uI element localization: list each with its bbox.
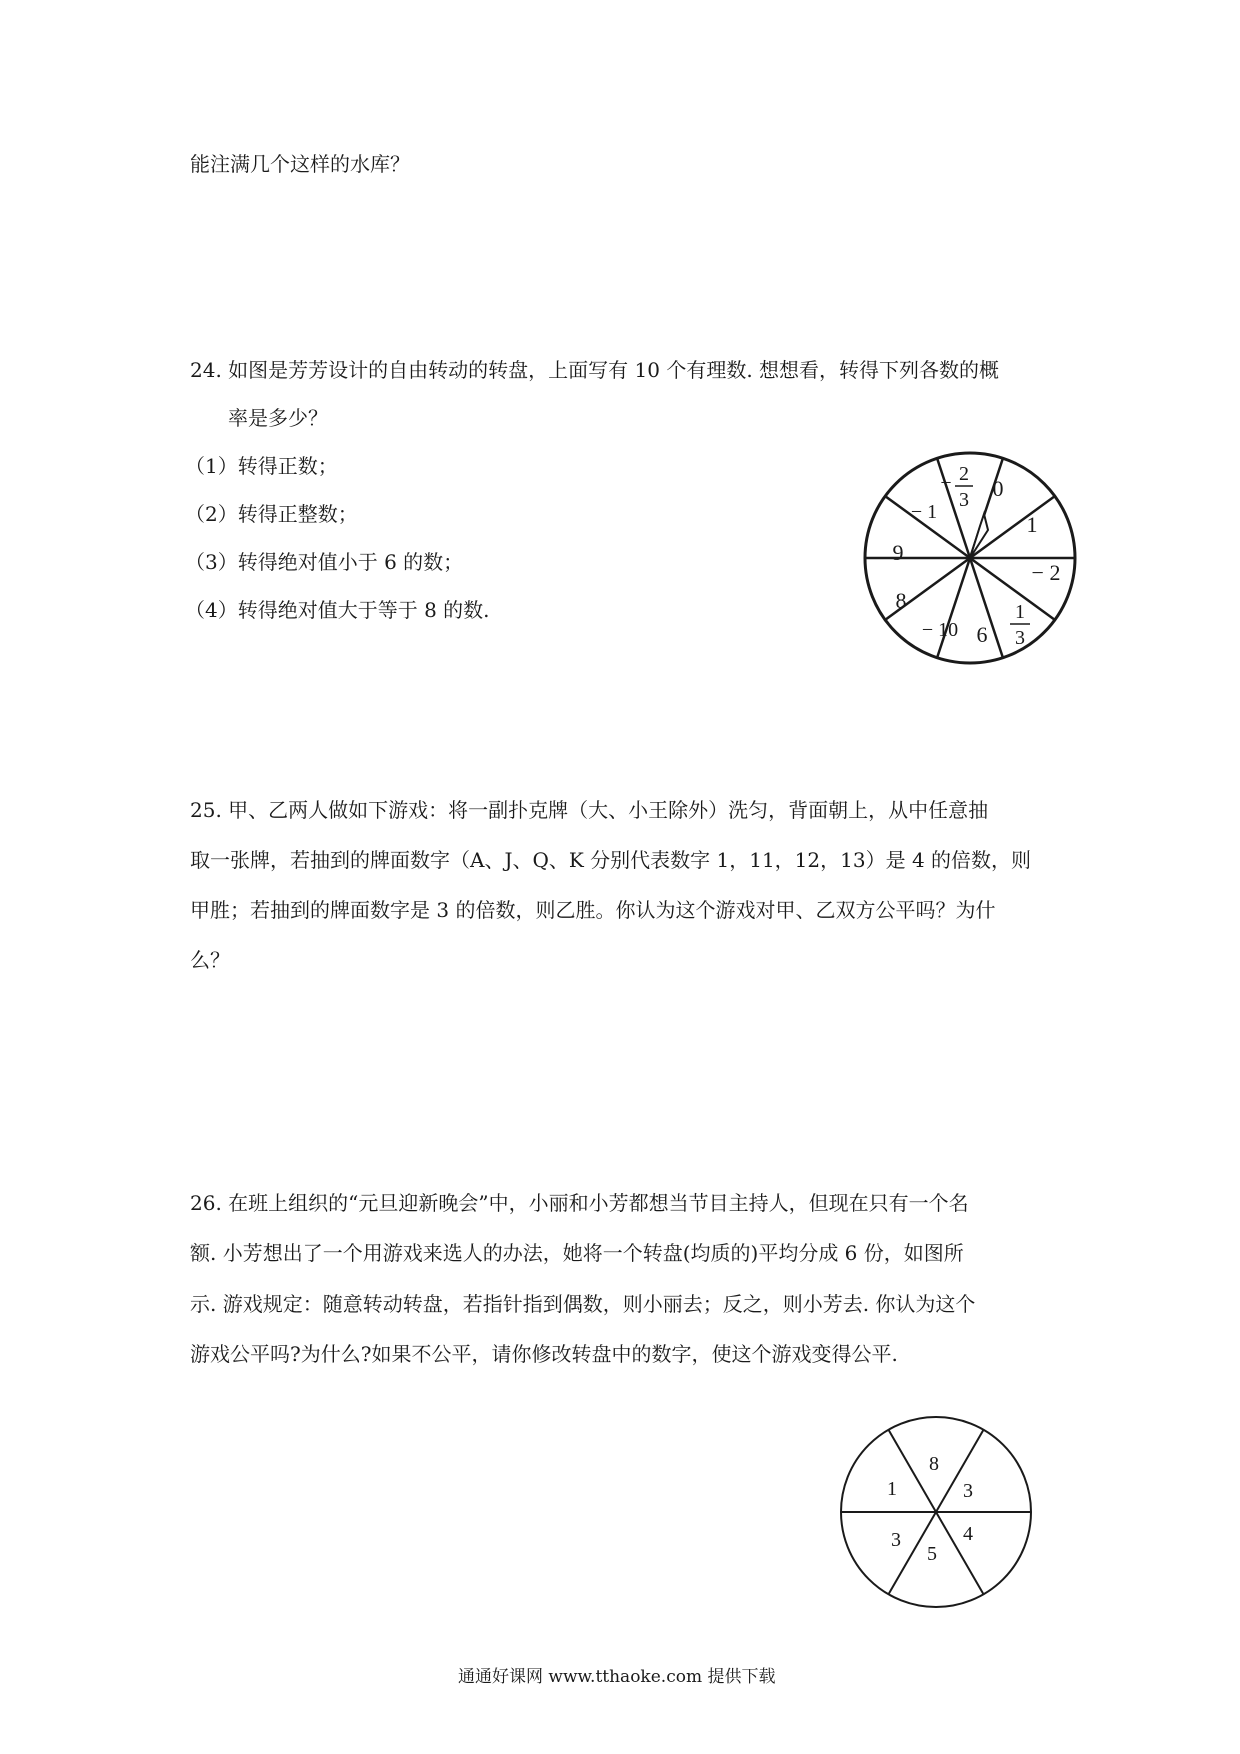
wheel6-label-5: 5 xyxy=(927,1543,937,1565)
wheel-label-neg-frac-num: 2 xyxy=(959,463,969,485)
wheel-label-0: 0 xyxy=(992,476,1004,501)
wheel6-label-8: 8 xyxy=(929,1453,939,1475)
q24-item-4: （4）转得绝对值大于等于 8 的数. xyxy=(185,598,490,622)
wheel-label-9: 9 xyxy=(892,540,904,565)
q24-item-2: （2）转得正整数； xyxy=(185,502,358,526)
wheel-label-1: 1 xyxy=(1026,512,1038,537)
q25-line-1: 25. 甲、乙两人做如下游戏：将一副扑克牌（大、小王除外）洗匀，背面朝上，从中任意抽 xyxy=(190,798,989,822)
wheel-label-6: 6 xyxy=(976,622,988,647)
q26-line-2: 额. 小芳想出了一个用游戏来选人的办法，她将一个转盘(均质的)平均分成 6 份，如图所 xyxy=(190,1241,964,1265)
q26-line-4: 游戏公平吗?为什么?如果不公平，请你修改转盘中的数字，使这个游戏变得公平. xyxy=(190,1342,898,1366)
wheel-label-neg2: − 2 xyxy=(1031,560,1061,585)
intro-text: 能注满几个这样的水库？ xyxy=(190,152,410,176)
q24-item-3: （3）转得绝对值小于 6 的数； xyxy=(185,550,464,574)
q25-line-4: 么？ xyxy=(190,948,230,972)
wheel6-label-4: 4 xyxy=(963,1523,973,1545)
q24-line-2: 率是多少？ xyxy=(228,406,328,430)
q25-line-2: 取一张牌，若抽到的牌面数字（A、J、Q、K 分别代表数字 1，11，12，13）是 4 的倍数，则 xyxy=(190,848,1032,872)
wheel-label-8: 8 xyxy=(895,588,907,613)
q25-line-3: 甲胜；若抽到的牌面数字是 3 的倍数，则乙胜。你认为这个游戏对甲、乙双方公平吗？为什 xyxy=(190,898,996,922)
wheel6-label-1: 1 xyxy=(887,1478,897,1500)
q26-line-1: 26. 在班上组织的“元旦迎新晚会”中，小丽和小芳都想当节目主持人，但现在只有一个名 xyxy=(190,1191,969,1215)
wheel-label-frac-num: 1 xyxy=(1015,601,1025,623)
q24-item-1: （1）转得正数； xyxy=(185,454,338,478)
wheel-label-neg-frac-den: 3 xyxy=(959,489,969,511)
page-footer: 通通好课网 www.tthaoke.com 提供下载 xyxy=(458,1667,776,1687)
q26-line-3: 示. 游戏规定：随意转动转盘，若指针指到偶数，则小丽去；反之，则小芳去. 你认为这个 xyxy=(190,1292,976,1316)
spinner-wheel-6-figure xyxy=(836,1412,1036,1612)
spinner-wheel-10-figure xyxy=(860,448,1080,668)
wheel-label-neg-frac-sign: − xyxy=(940,472,952,494)
wheel6-label-3-bottom: 3 xyxy=(891,1529,901,1551)
wheel-label-neg10: − 10 xyxy=(921,619,959,641)
q24-line-1: 24. 如图是芳芳设计的自由转动的转盘，上面写有 10 个有理数. 想想看，转得下列各数的概 xyxy=(190,358,1000,382)
wheel-label-frac-den: 3 xyxy=(1015,627,1025,649)
wheel6-label-3-top: 3 xyxy=(963,1480,973,1502)
wheel-label-neg1: − 1 xyxy=(910,501,938,523)
